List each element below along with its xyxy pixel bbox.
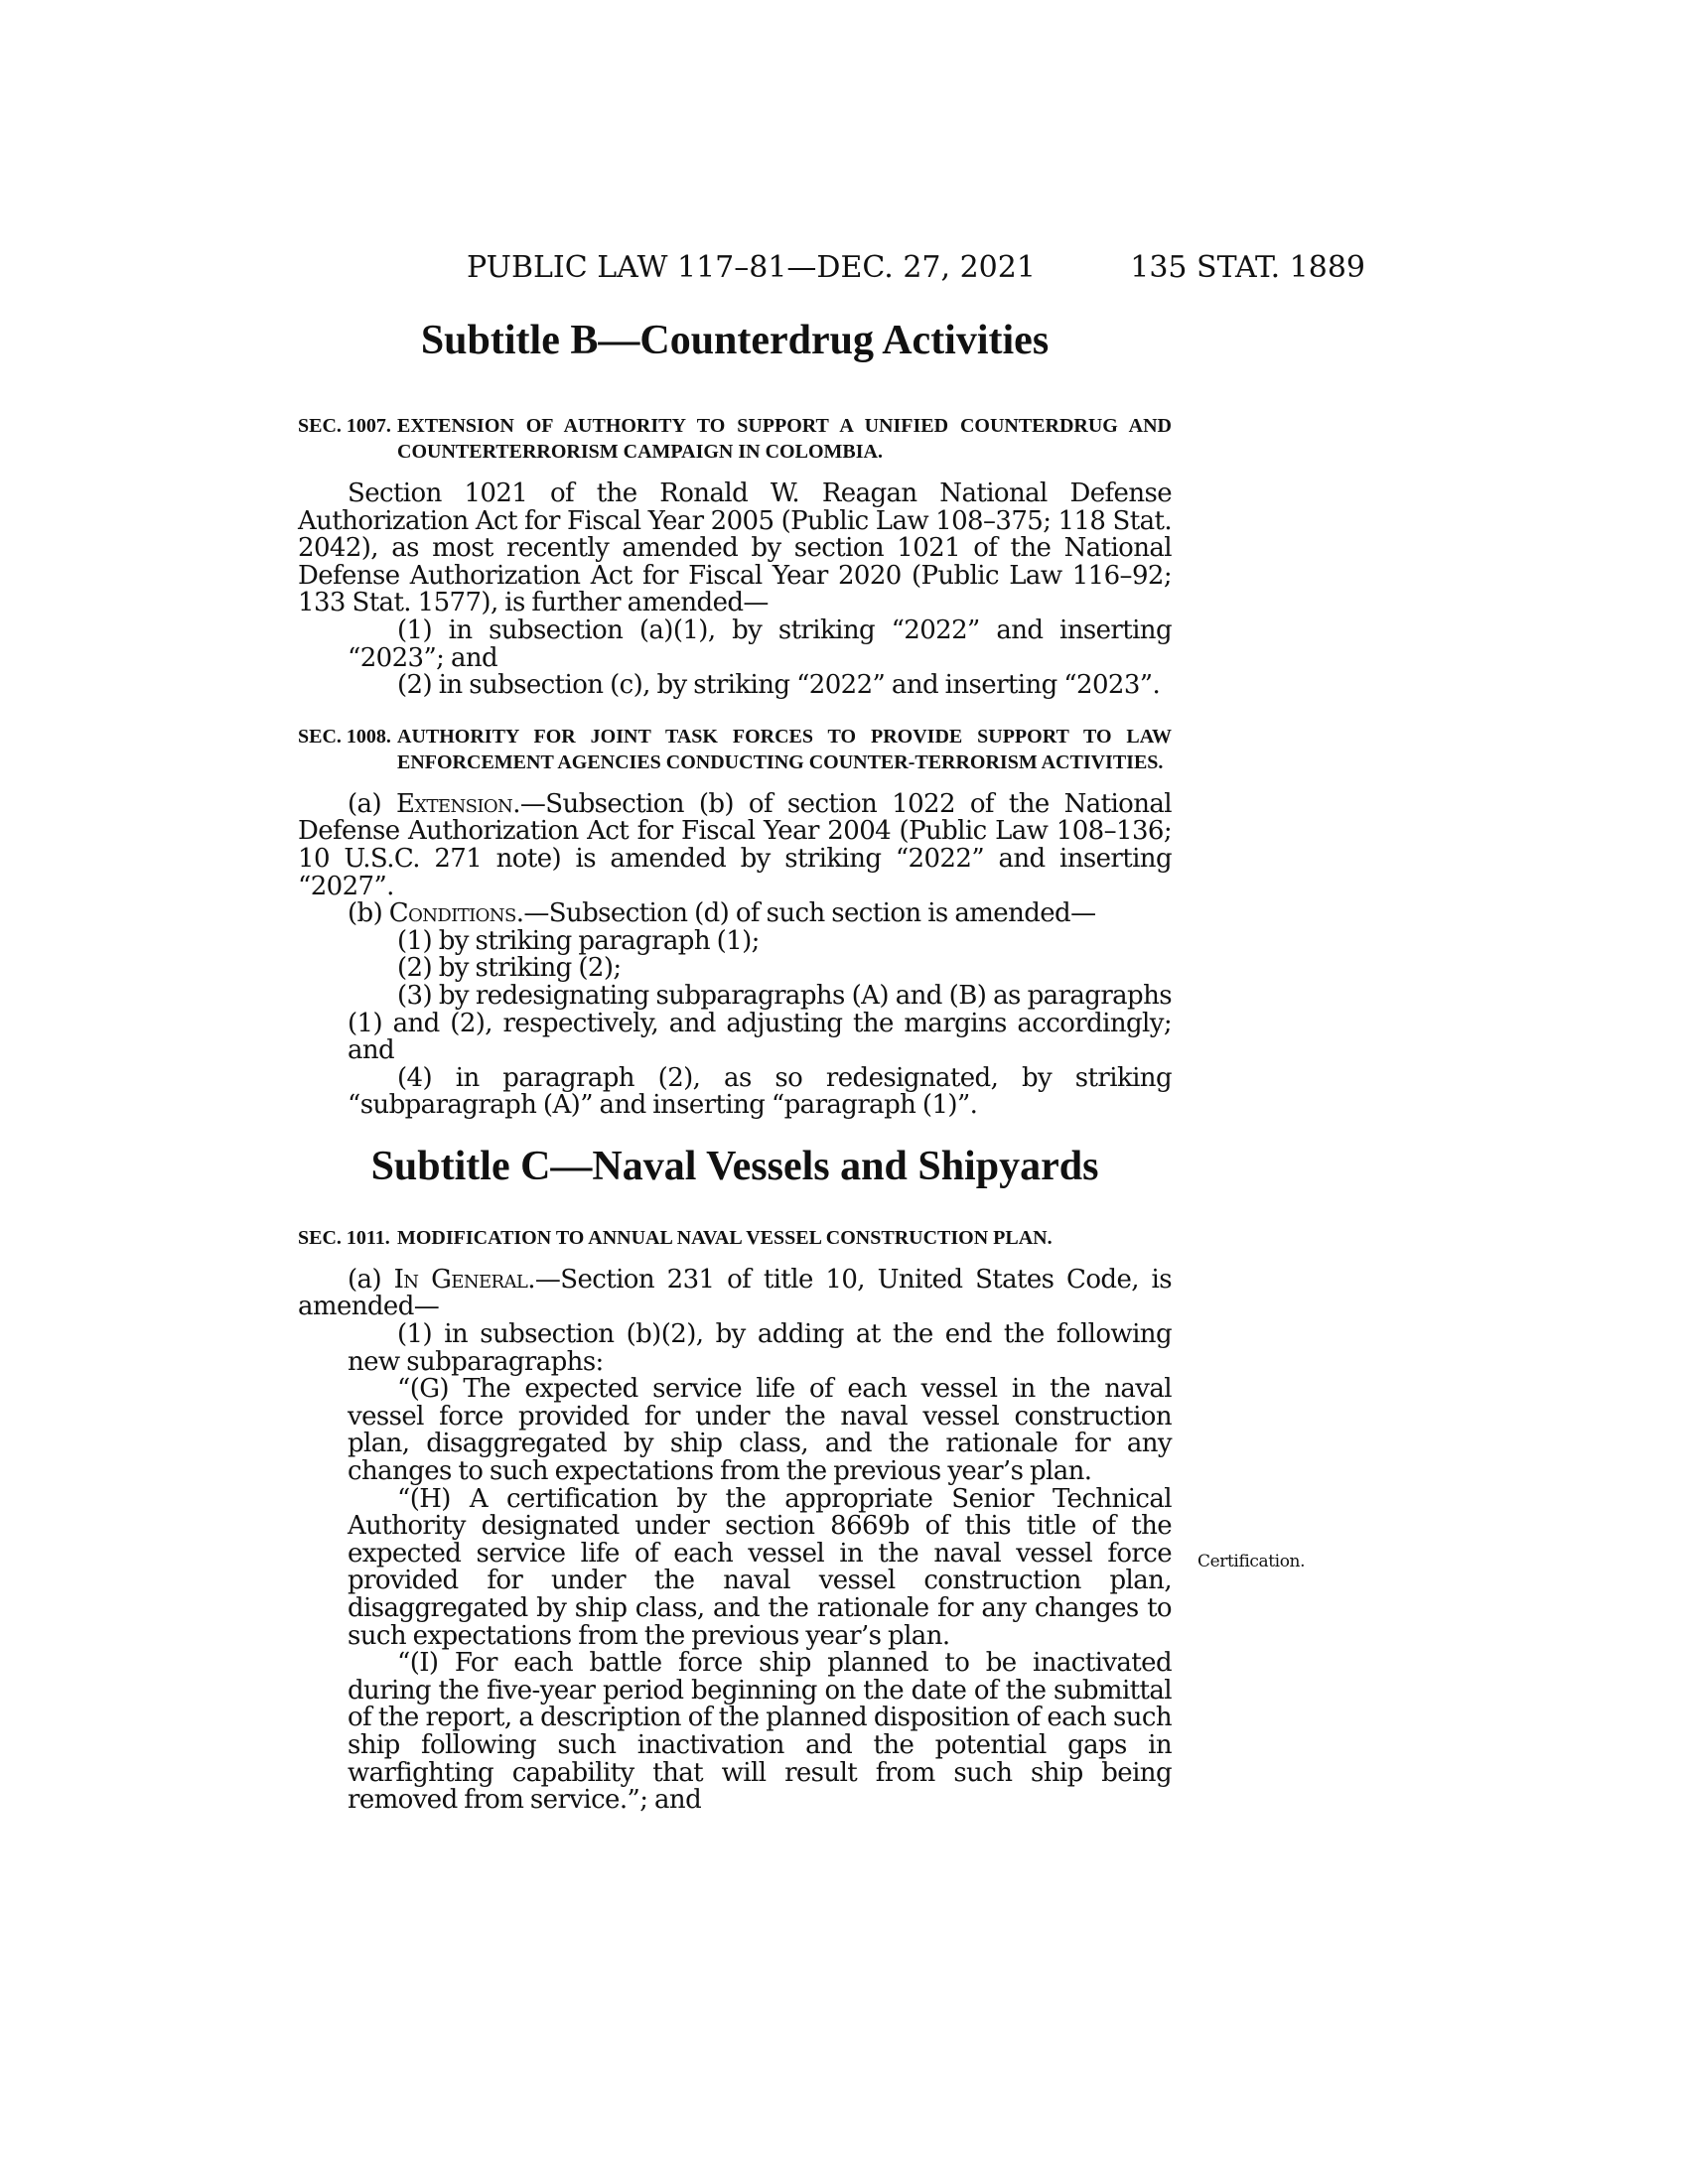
section-1008-heading bbox=[298, 724, 1172, 775]
subsection-a-heading: Extension bbox=[395, 788, 513, 819]
section-1011-number: SEC. 1011. bbox=[298, 1226, 390, 1249]
section-1008-number: SEC. 1008. bbox=[298, 725, 391, 748]
subsection-a-heading: In General bbox=[393, 1264, 528, 1295]
margin-note-certification: Certification. bbox=[1197, 1552, 1306, 1571]
subsection-b-label: (b) bbox=[348, 898, 389, 929]
section-1007-heading bbox=[298, 413, 1172, 465]
section-1011-item-1: (1) in subsection (b)(2), by adding at the end the following new subparagraphs: bbox=[348, 1319, 1172, 1377]
running-head: PUBLIC LAW 117–81—DEC. 27, 2021 bbox=[467, 250, 1036, 285]
section-1008-subsection-a bbox=[298, 788, 1173, 901]
quoted-subparagraph-g: “(G) The expected service life of each vessel in the naval vessel force provided for under the naval vessel construction plan, disaggregated by ship class, and the rationale for any changes to such expectations from the previous year’s plan. bbox=[348, 1374, 1172, 1487]
subsection-a-text: .—Section 231 of title 10, United States Code, is amended— bbox=[298, 1264, 1173, 1322]
page-header bbox=[298, 250, 1365, 290]
section-1008-item-2: (2) by striking (2); bbox=[397, 953, 622, 984]
section-1011-heading bbox=[298, 1225, 1172, 1251]
section-1008-subsection-b bbox=[298, 900, 1172, 928]
section-1008-item-4: (4) in paragraph (2), as so redesignated, by striking “subparagraph (A)” and inserting “paragraph (1)”. bbox=[348, 1062, 1172, 1121]
section-1011-subsection-a bbox=[298, 1264, 1173, 1322]
subsection-a-label: (a) bbox=[348, 788, 396, 819]
subsection-b-heading: Conditions bbox=[388, 898, 516, 929]
section-1007-item-1: (1) in subsection (a)(1), by striking “2022” and inserting “2023”; and bbox=[348, 614, 1172, 673]
subtitle-b-heading: Subtitle B—Counterdrug Activities bbox=[420, 318, 1050, 363]
statute-page-number: 135 STAT. 1889 bbox=[1130, 250, 1365, 285]
section-1007-title: EXTENSION OF AUTHORITY TO SUPPORT A UNIFIED COUNTERDRUG AND COUNTERTERRORISM CAMPAIGN IN COLOMBIA. bbox=[397, 415, 1172, 463]
section-1011-title: MODIFICATION TO ANNUAL NAVAL VESSEL CONSTRUCTION PLAN. bbox=[397, 1226, 1053, 1249]
section-1007-item-2: (2) in subsection (c), by striking “2022” and inserting “2023”. bbox=[397, 670, 1161, 701]
subsection-a-label: (a) bbox=[348, 1264, 394, 1295]
section-1008-title: AUTHORITY FOR JOINT TASK FORCES TO PROVIDE SUPPORT TO LAW ENFORCEMENT AGENCIES CONDUCTING COUNTER-TERRORISM ACTIVITIES. bbox=[397, 725, 1172, 773]
section-1008-item-3: (3) by redesignating subparagraphs (A) and (B) as paragraphs (1) and (2), respectively, and adjusting the margins accordingly; and bbox=[348, 980, 1172, 1066]
subsection-a-text: .—Subsection (b) of section 1022 of the National Defense Authorization Act for Fiscal Year 2004 (Public Law 108–136; 10 U.S.C. 271 note) is amended by striking “2022” and inserting “2027”. bbox=[298, 788, 1173, 901]
section-1007-intro: Section 1021 of the Ronald W. Reagan National Defense Authorization Act for Fiscal Year 2005 (Public Law 108–375; 118 Stat. 2042), as most recently amended by section 1021 of the National Defense Authorization Act for Fiscal Year 2020 (Public Law 116–92; 133 Stat. 1577), is further amended— bbox=[298, 478, 1172, 618]
quoted-subparagraph-i: “(I) For each battle force ship planned to be inactivated during the five-year period beginning on the date of the submittal of the report, a description of the planned disposition of each such ship following such inactivation and the potential gaps in warfighting capability that will result from such ship being removed from service.”; and bbox=[348, 1648, 1172, 1816]
text-column bbox=[298, 316, 1172, 1815]
section-1008-item-1: (1) by striking paragraph (1); bbox=[397, 925, 760, 956]
subtitle-c-heading: Subtitle C—Naval Vessels and Shipyards bbox=[370, 1143, 1099, 1189]
quoted-subparagraph-h: “(H) A certification by the appropriate Senior Technical Authority designated under section 8669b of this title of the expected service life of each vessel in the naval vessel force provided for under the naval vessel construction plan, disaggregated by ship class, and the rationale for any changes to such expectations from the previous year’s plan. bbox=[348, 1483, 1172, 1651]
subsection-b-text: .—Subsection (d) of such section is amended— bbox=[515, 898, 1096, 929]
section-1007-number: SEC. 1007. bbox=[298, 415, 391, 437]
